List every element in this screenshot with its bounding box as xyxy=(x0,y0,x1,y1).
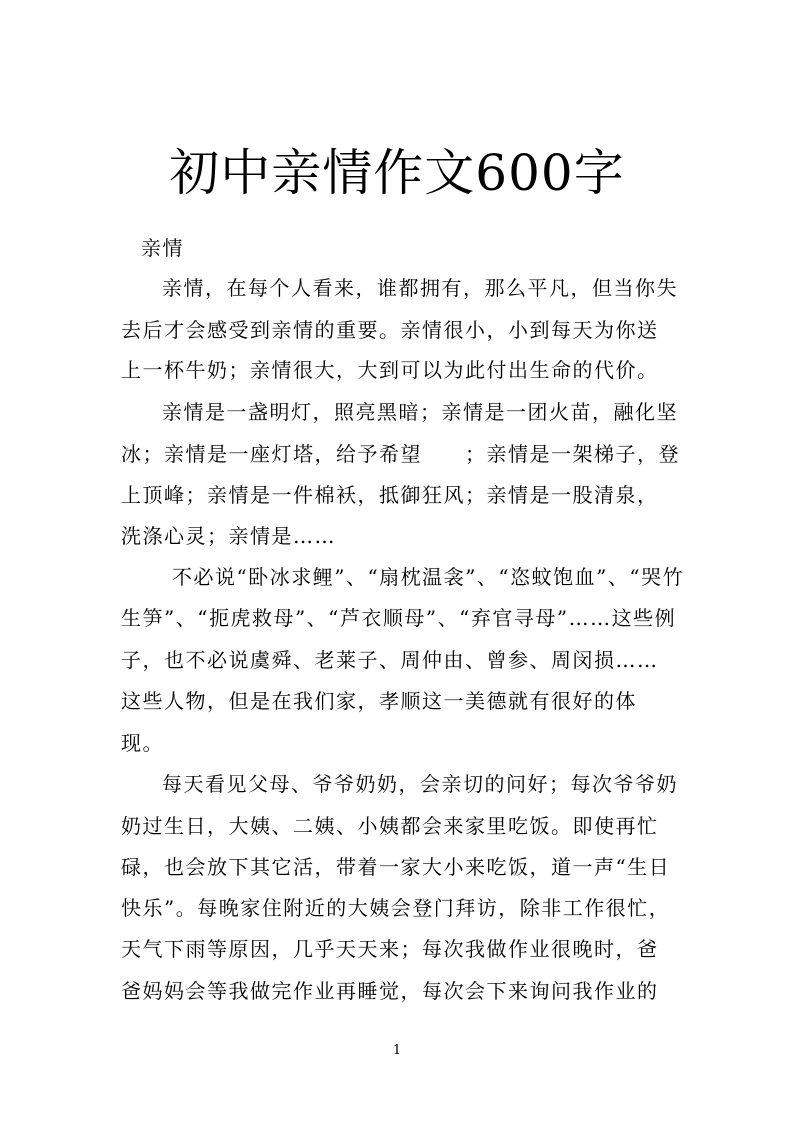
paragraph-line: 去后才会感受到亲情的重要。亲情很小，小到每天为你送 xyxy=(121,318,659,342)
paragraph-line: 亲情是一盏明灯，照亮黑暗；亲情是一团火苗，融化坚 xyxy=(162,400,678,424)
paragraph-line: 碌，也会放下其它活，带着一家大小来吃饭，道一声“生日 xyxy=(121,855,671,879)
document-title: 初中亲情作文600字 xyxy=(169,144,625,202)
paragraph-line: 现。 xyxy=(121,731,164,755)
paragraph-line: 冰；亲情是一座灯塔，给予希望 ；亲情是一架梯子，登 xyxy=(121,442,680,466)
paragraph-line: 亲情，在每个人看来，谁都拥有，那么平凡，但当你失 xyxy=(162,276,678,300)
paragraph-line: 快乐”。每晚家住附近的大姨会登门拜访，除非工作很忙， xyxy=(121,896,671,920)
paragraph-line: 每天看见父母、爷爷奶奶，会亲切的问好；每次爷爷奶 xyxy=(162,772,678,796)
paragraph-line: 爸妈妈会等我做完作业再睡觉，每次会下来询问我作业的 xyxy=(121,979,659,1003)
paragraph-line: 洗涤心灵；亲情是…… xyxy=(121,524,336,548)
paragraph-line: 这些人物，但是在我们家，孝顺这一美德就有很好的体 xyxy=(121,689,637,713)
paragraph-line: 生笋”、“扼虎救母”、“芦衣顺母”、“弃官寻母”……这些例 xyxy=(121,606,677,630)
page-number: 1 xyxy=(392,1043,402,1058)
paragraph-line: 子，也不必说虞舜、老莱子、周仲由、曾参、周闵损…… xyxy=(121,648,659,672)
paragraph-line: 天气下雨等原因，几乎天天来；每次我做作业很晚时，爸 xyxy=(121,937,659,961)
paragraph-line: 奶过生日，大姨、二姨、小姨都会来家里吃饭。即使再忙 xyxy=(121,814,659,838)
paragraph-line: 上顶峰；亲情是一件棉袄，抵御狂风；亲情是一股清泉， xyxy=(121,483,659,507)
subtitle: 亲情 xyxy=(141,236,184,260)
paragraph-line: 上一杯牛奶；亲情很大，大到可以为此付出生命的代价。 xyxy=(121,358,659,382)
paragraph-line: 不必说“卧冰求鲤”、“扇枕温衾”、“恣蚊饱血”、“哭竹 xyxy=(172,565,685,589)
